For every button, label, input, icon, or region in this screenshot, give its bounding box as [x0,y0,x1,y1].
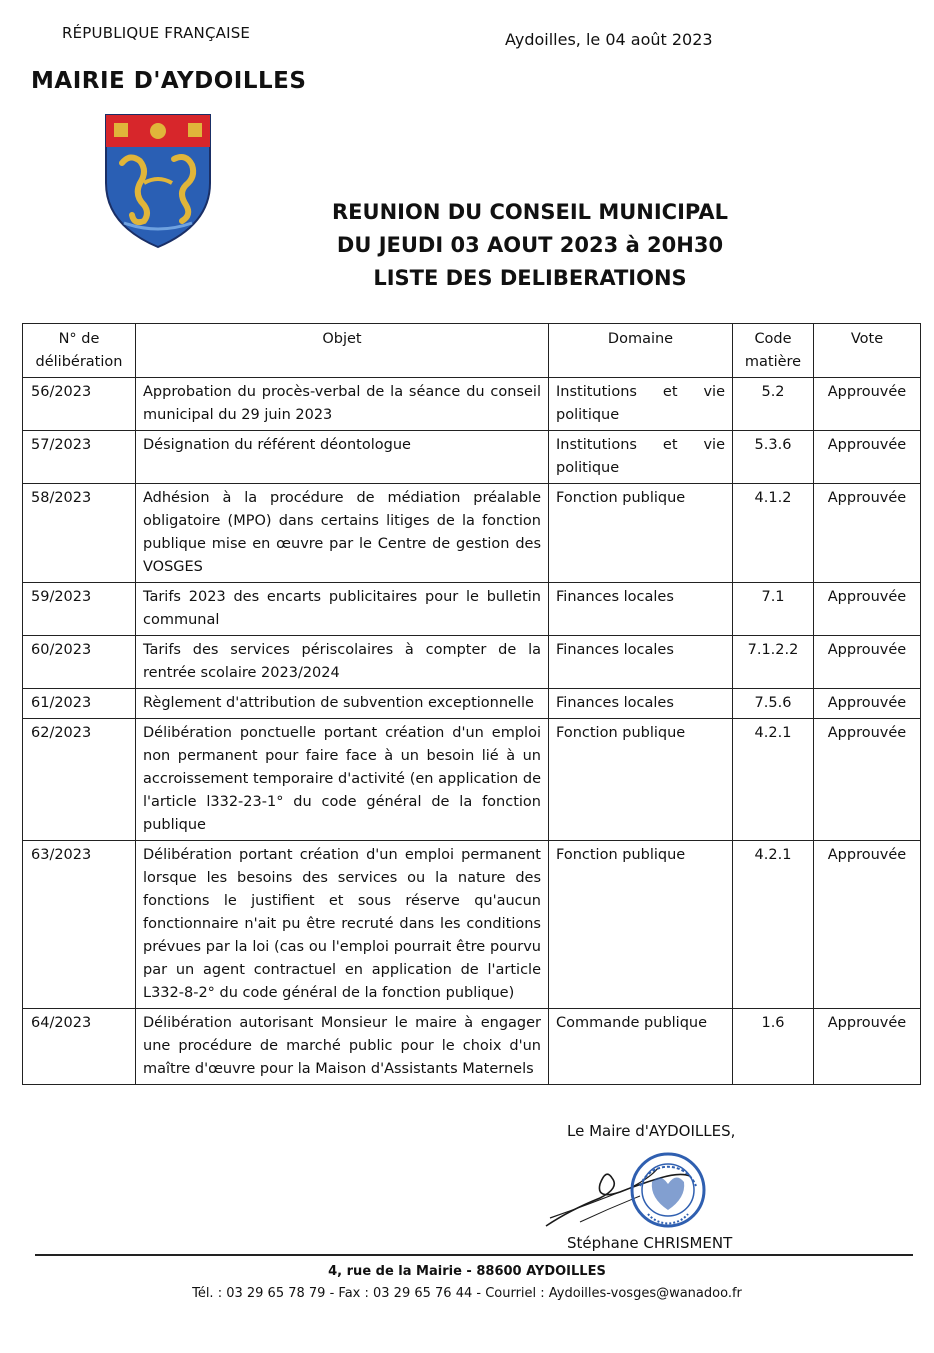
row-objet: Désignation du référent déontologue [136,431,549,484]
row-domaine: Fonction publique [549,484,733,583]
row-vote: Approuvée [814,1009,921,1085]
meeting-title-block [290,196,770,295]
row-domaine: Institutions et vie politique [549,431,733,484]
row-domaine: Institutions et vie politique [549,378,733,431]
row-vote: Approuvée [814,583,921,636]
coat-of-arms-logo [104,113,212,249]
row-vote: Approuvée [814,719,921,841]
row-code: 7.1 [733,583,814,636]
footer-contact: Tél. : 03 29 65 78 79 - Fax : 03 29 65 76 44 - Courriel : Aydoilles-vosges@wanadoo.fr [192,1286,742,1301]
row-number: 61/2023 [23,689,136,719]
table-row [23,636,921,689]
signature-title: Le Maire d'AYDOILLES, [567,1122,736,1140]
footer-address: 4, rue de la Mairie - 88600 AYDOILLES [328,1264,606,1279]
row-domaine: Fonction publique [549,841,733,1009]
mairie-stamp [632,1154,704,1226]
column-header-vote: Vote [814,324,921,378]
table-row [23,719,921,841]
row-vote: Approuvée [814,431,921,484]
row-vote: Approuvée [814,841,921,1009]
row-code: 4.2.1 [733,841,814,1009]
row-code: 4.2.1 [733,719,814,841]
row-code: 5.3.6 [733,431,814,484]
table-row [23,583,921,636]
row-domaine: Fonction publique [549,719,733,841]
list-title: LISTE DES DELIBERATIONS [373,266,687,290]
row-vote: Approuvée [814,689,921,719]
deliberations-table [22,323,921,1085]
row-code: 7.1.2.2 [733,636,814,689]
row-domaine: Finances locales [549,583,733,636]
row-number: 62/2023 [23,719,136,841]
column-header-objet: Objet [136,324,549,378]
row-vote: Approuvée [814,636,921,689]
column-header-num: N° de délibération [23,324,136,378]
row-code: 4.1.2 [733,484,814,583]
column-header-code: Code matière [733,324,814,378]
row-objet: Règlement d'attribution de subvention exceptionnelle [136,689,549,719]
row-number: 57/2023 [23,431,136,484]
meeting-title: REUNION DU CONSEIL MUNICIPAL [332,200,728,224]
row-code: 5.2 [733,378,814,431]
mayor-name: Stéphane CHRISMENT [567,1234,733,1252]
mairie-heading: MAIRIE D'AYDOILLES [31,68,307,94]
row-objet: Tarifs des services périscolaires à compter de la rentrée scolaire 2023/2024 [136,636,549,689]
row-objet: Délibération autorisant Monsieur le maire à engager une procédure de marché public pour le choix d'un maître d'œuvre pour la Maison d'Assistants Maternels [136,1009,549,1085]
row-objet: Délibération ponctuelle portant création d'un emploi non permanent pour faire face à un besoin lié à un accroissement temporaire d'activité (en application de l'article l332-23-1° du code général de la fonction publique [136,719,549,841]
republique-francaise-label: RÉPUBLIQUE FRANÇAISE [62,24,251,42]
row-number: 59/2023 [23,583,136,636]
table-row [23,841,921,1009]
table-header-row [23,324,921,378]
table-row [23,689,921,719]
row-number: 56/2023 [23,378,136,431]
row-domaine: Finances locales [549,636,733,689]
table-row [23,431,921,484]
row-objet: Adhésion à la procédure de médiation préalable obligatoire (MPO) dans certains litiges de la fonction publique mise en œuvre par le Centre de gestion des VOSGES [136,484,549,583]
row-code: 7.5.6 [733,689,814,719]
row-domaine: Finances locales [549,689,733,719]
row-number: 60/2023 [23,636,136,689]
row-objet: Approbation du procès-verbal de la séance du conseil municipal du 29 juin 2023 [136,378,549,431]
row-number: 64/2023 [23,1009,136,1085]
table-row [23,1009,921,1085]
row-number: 58/2023 [23,484,136,583]
table-row [23,378,921,431]
column-header-domaine: Domaine [549,324,733,378]
row-objet: Tarifs 2023 des encarts publicitaires pour le bulletin communal [136,583,549,636]
row-objet: Délibération portant création d'un emploi permanent lorsque les besoins des services ou la nature des fonctions le justifient et sous réserve qu'aucun fonctionnaire n'ait pu être recruté dans les conditions prévues par la loi (cas ou l'emploi pourrait être pourvu par un agent contractuel en application de l'article L332-8-2° du code général de la fonction publique) [136,841,549,1009]
signature-and-stamp [540,1148,740,1233]
row-number: 63/2023 [23,841,136,1009]
row-code: 1.6 [733,1009,814,1085]
row-vote: Approuvée [814,484,921,583]
row-domaine: Commande publique [549,1009,733,1085]
footer-divider [35,1254,913,1256]
document-date: Aydoilles, le 04 août 2023 [505,30,713,49]
table-row [23,484,921,583]
meeting-date-title: DU JEUDI 03 AOUT 2023 à 20H30 [336,233,724,257]
row-vote: Approuvée [814,378,921,431]
